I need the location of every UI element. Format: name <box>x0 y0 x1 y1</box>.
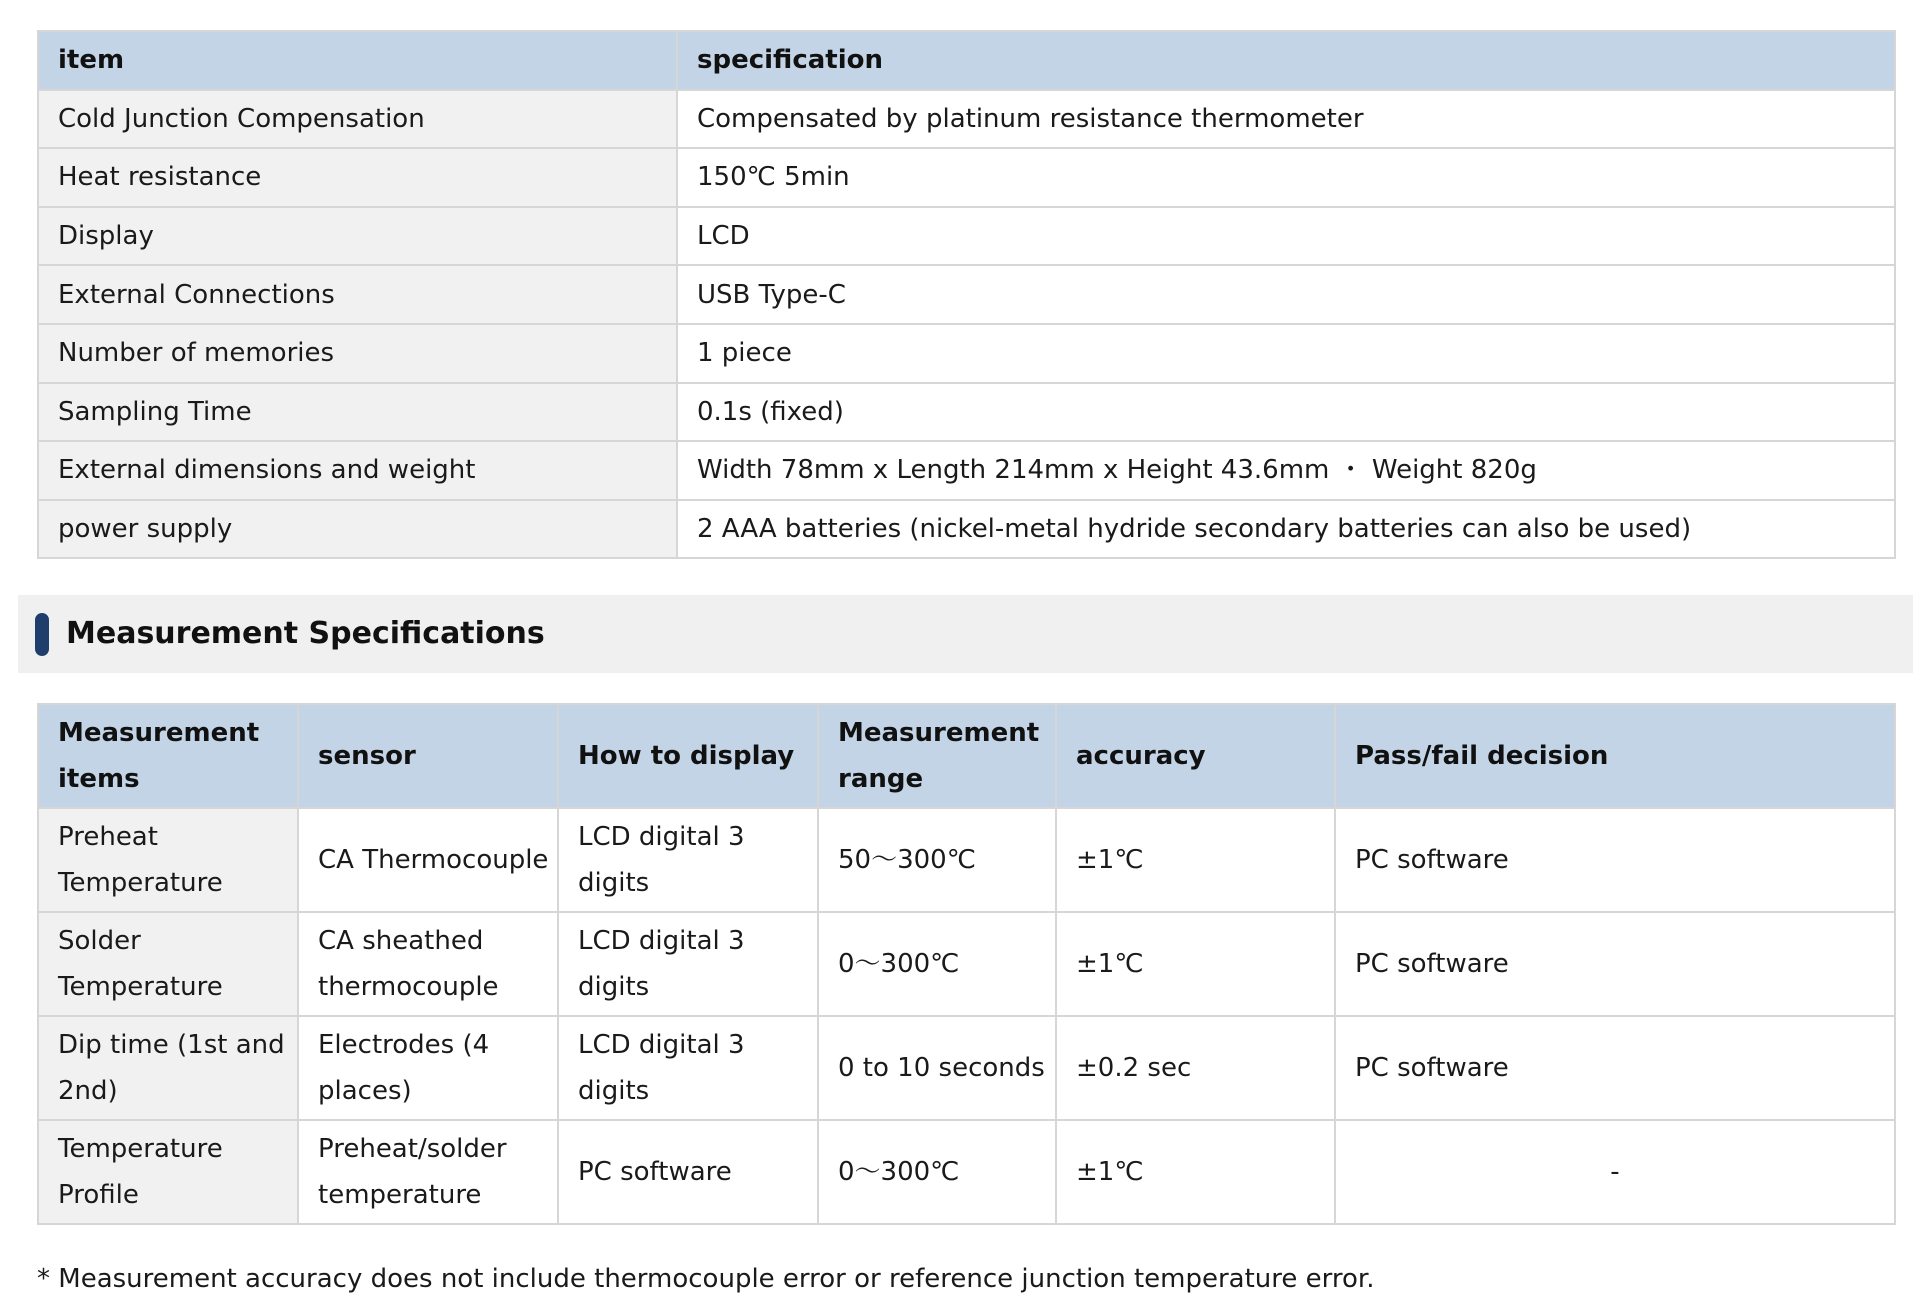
spec-value: Compensated by platinum resistance thermometer <box>677 90 1895 149</box>
header-measurement-range: Measurement range <box>818 704 1056 808</box>
section-title: Measurement Specifications <box>66 616 545 651</box>
table-row <box>38 441 1895 500</box>
spec-item: Number of memories <box>38 324 677 383</box>
spec-value: 1 piece <box>677 324 1895 383</box>
sensor-cell: CA Thermocouple <box>298 808 558 912</box>
pass-fail-cell: - <box>1335 1120 1895 1224</box>
spec-table <box>37 30 1896 559</box>
range-cell: 50～300℃ <box>818 808 1056 912</box>
table-row <box>38 383 1895 442</box>
table-row <box>38 500 1895 559</box>
accuracy-cell: ±0.2 sec <box>1056 1016 1335 1120</box>
display-cell: LCD digital 3 digits <box>558 808 818 912</box>
footnote: * Measurement accuracy does not include thermocouple error or reference junction temperature error. <box>37 1264 1375 1294</box>
spec-table-header <box>38 31 1895 90</box>
header-sensor: sensor <box>298 704 558 808</box>
spec-value: LCD <box>677 207 1895 266</box>
measurement-table <box>37 703 1896 1225</box>
spec-item: Display <box>38 207 677 266</box>
spec-item: Sampling Time <box>38 383 677 442</box>
sensor-cell: Electrodes (4 places) <box>298 1016 558 1120</box>
section-accent-bar <box>35 613 49 656</box>
spec-value: Width 78mm x Length 214mm x Height 43.6mm ・ Weight 820g <box>677 441 1895 500</box>
display-cell: LCD digital 3 digits <box>558 912 818 1016</box>
accuracy-cell: ±1℃ <box>1056 1120 1335 1224</box>
spec-item: External Connections <box>38 265 677 324</box>
table-row <box>38 1120 1895 1224</box>
table-row <box>38 324 1895 383</box>
measurement-item: Preheat Temperature <box>38 808 298 912</box>
pass-fail-cell: PC software <box>1335 1016 1895 1120</box>
spec-value: 2 AAA batteries (nickel-metal hydride secondary batteries can also be used) <box>677 500 1895 559</box>
pass-fail-cell: PC software <box>1335 912 1895 1016</box>
accuracy-cell: ±1℃ <box>1056 912 1335 1016</box>
table-row <box>38 265 1895 324</box>
header-how-to-display: How to display <box>558 704 818 808</box>
table-row <box>38 148 1895 207</box>
spec-item: External dimensions and weight <box>38 441 677 500</box>
header-item: item <box>38 31 677 90</box>
range-cell: 0～300℃ <box>818 1120 1056 1224</box>
measurement-item: Solder Temperature <box>38 912 298 1016</box>
section-header <box>18 595 1913 673</box>
range-cell: 0 to 10 seconds <box>818 1016 1056 1120</box>
table-row <box>38 90 1895 149</box>
measurement-table-header <box>38 704 1895 808</box>
table-row <box>38 207 1895 266</box>
table-row <box>38 808 1895 912</box>
header-pass-fail: Pass/fail decision <box>1335 704 1895 808</box>
spec-item: Heat resistance <box>38 148 677 207</box>
pass-fail-cell: PC software <box>1335 808 1895 912</box>
header-measurement-items: Measurement items <box>38 704 298 808</box>
sensor-cell: Preheat/solder temperature <box>298 1120 558 1224</box>
measurement-item: Temperature Profile <box>38 1120 298 1224</box>
table-row <box>38 912 1895 1016</box>
spec-value: 150℃ 5min <box>677 148 1895 207</box>
spec-value: USB Type-C <box>677 265 1895 324</box>
spec-value: 0.1s (fixed) <box>677 383 1895 442</box>
range-cell: 0～300℃ <box>818 912 1056 1016</box>
header-accuracy: accuracy <box>1056 704 1335 808</box>
spec-item: power supply <box>38 500 677 559</box>
table-row <box>38 1016 1895 1120</box>
display-cell: PC software <box>558 1120 818 1224</box>
sensor-cell: CA sheathed thermocouple <box>298 912 558 1016</box>
spec-item: Cold Junction Compensation <box>38 90 677 149</box>
accuracy-cell: ±1℃ <box>1056 808 1335 912</box>
measurement-item: Dip time (1st and 2nd) <box>38 1016 298 1120</box>
display-cell: LCD digital 3 digits <box>558 1016 818 1120</box>
header-specification: specification <box>677 31 1895 90</box>
